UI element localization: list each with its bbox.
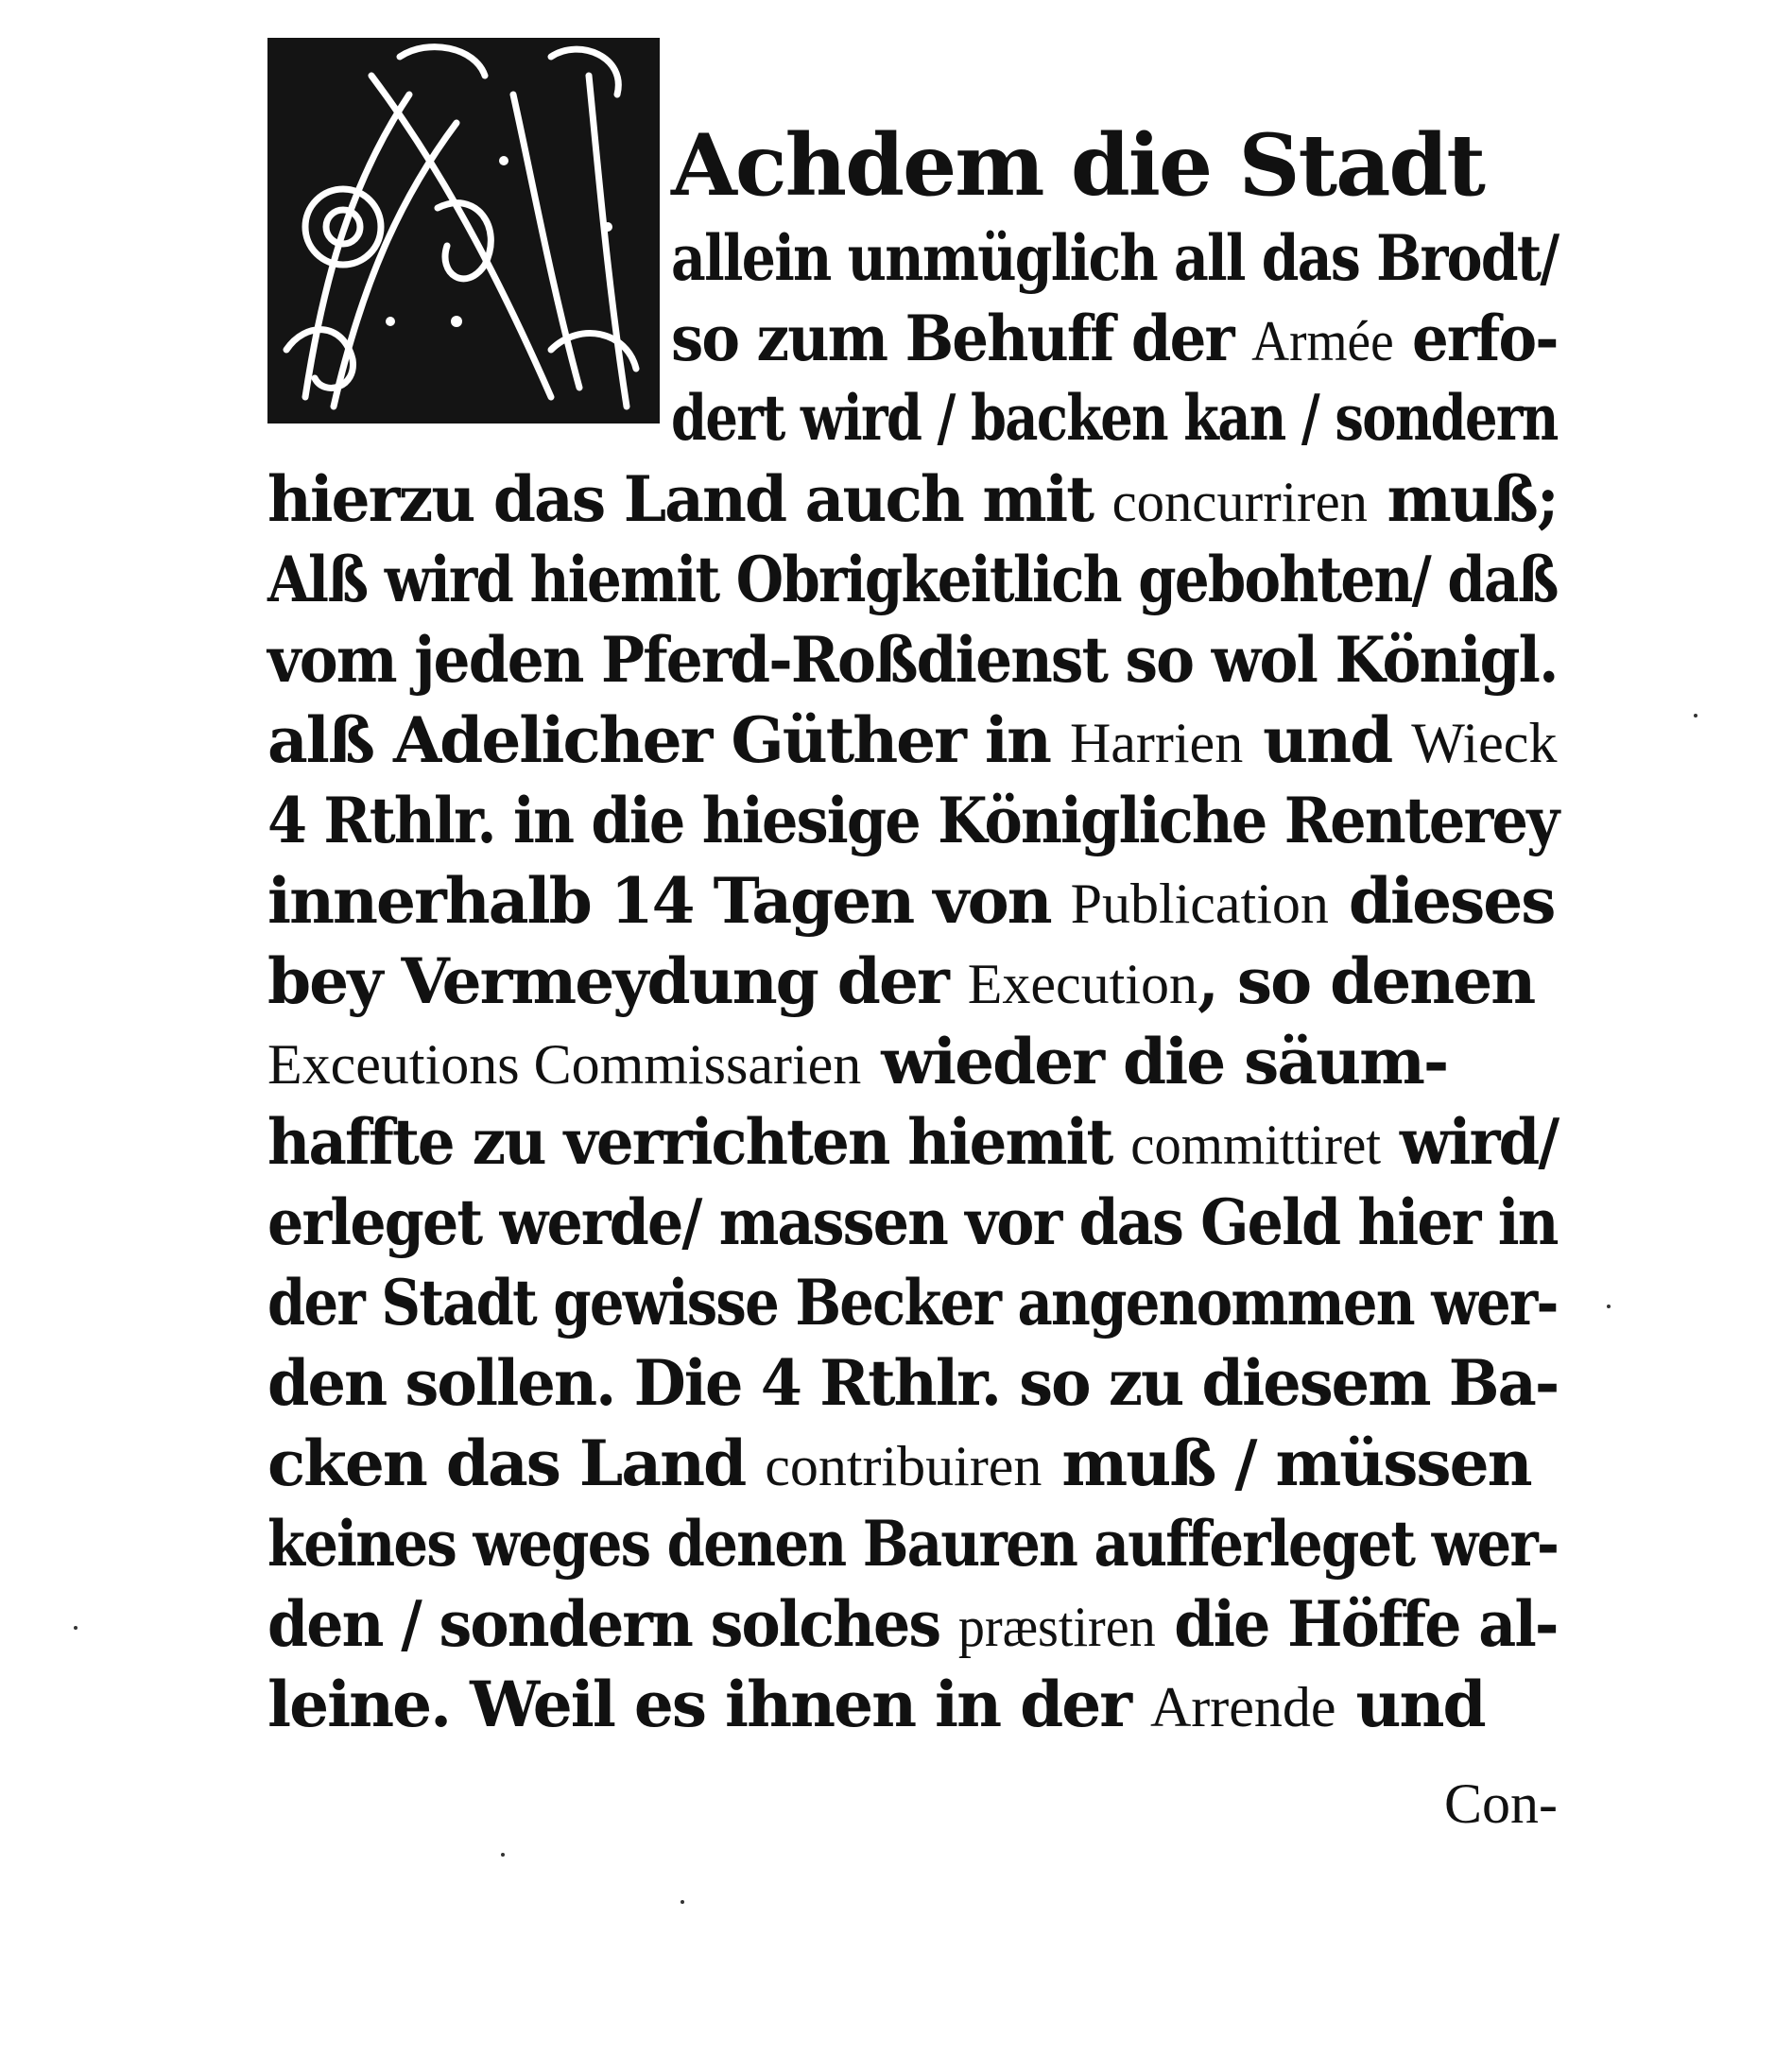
latin-term: Exceutions Commissarien xyxy=(267,1033,862,1096)
latin-term: Armée xyxy=(1251,310,1394,372)
text-line-6 xyxy=(267,542,1558,617)
text-line-13 xyxy=(267,1104,1558,1180)
latin-term: Execution xyxy=(967,953,1198,1015)
text-line-12 xyxy=(267,1024,1558,1099)
text-segment: keines weges denen Bauren aufferleget wer- xyxy=(267,1507,1559,1581)
text-line-14 xyxy=(267,1184,1558,1260)
text-segment: vom jeden Pferd-Roßdienst so wol Königl. xyxy=(267,623,1558,697)
text-segment: erleget werde/ massen vor das Geld hier in xyxy=(267,1185,1558,1259)
text-segment: allein unmüglich all das Brodt/ xyxy=(671,221,1559,295)
text-line-11 xyxy=(267,943,1558,1019)
text-segment: alß Adelicher Güther in xyxy=(267,703,1070,777)
text-segment: leine. Weil es ihnen in der xyxy=(267,1668,1150,1741)
latin-term: concurriren xyxy=(1111,471,1368,533)
scan-speck xyxy=(1694,714,1697,717)
latin-term: committiret xyxy=(1130,1114,1382,1176)
text-line-2 xyxy=(671,220,1558,296)
scan-speck xyxy=(501,1853,505,1857)
latin-term: Harrien xyxy=(1069,712,1244,774)
text-segment: der Stadt gewisse Becker angenommen wer- xyxy=(267,1266,1558,1340)
scan-speck xyxy=(1607,1305,1611,1308)
text-line-1 xyxy=(671,113,1558,217)
text-segment: bey Vermeydung der xyxy=(267,944,968,1018)
text-segment: , so denen xyxy=(1197,944,1535,1018)
catchword-text: Con- xyxy=(1444,1772,1558,1835)
text-line-7 xyxy=(267,622,1558,698)
ornament-icon xyxy=(267,38,660,424)
text-line-10 xyxy=(267,863,1558,939)
text-segment: wieder die säum- xyxy=(861,1025,1448,1098)
text-segment: hierzu das Land auch mit xyxy=(267,462,1112,536)
text-segment: muß / müssen xyxy=(1042,1426,1531,1500)
text-line-3 xyxy=(671,301,1558,376)
catchword xyxy=(267,1763,1558,1839)
text-segment: die Höffe al- xyxy=(1155,1587,1558,1661)
text-segment: erfo- xyxy=(1393,302,1558,375)
latin-term: contribuiren xyxy=(765,1435,1042,1497)
text-line-18 xyxy=(267,1506,1558,1582)
text-segment: dieses xyxy=(1328,864,1555,938)
text-segment: den / sondern solches xyxy=(267,1587,958,1661)
text-segment: dert wird / backen kan / sondern xyxy=(671,381,1558,455)
scan-speck xyxy=(681,1900,684,1904)
text-line-19 xyxy=(267,1586,1558,1662)
text-segment: und xyxy=(1243,703,1412,777)
text-line-17 xyxy=(267,1426,1558,1501)
text-line-9 xyxy=(267,783,1558,858)
decorated-initial-n xyxy=(267,38,660,424)
text-segment: und xyxy=(1335,1668,1485,1741)
text-segment: muß; xyxy=(1367,462,1558,536)
text-line-16 xyxy=(267,1345,1558,1421)
text-line-5 xyxy=(267,461,1558,537)
text-segment: so zum Behuff der xyxy=(671,302,1252,375)
text-segment: Alß wird hiemit Obrigkeitlich gebohten/ daß xyxy=(267,543,1558,616)
text-segment: wird/ xyxy=(1381,1105,1559,1179)
text-line-8 xyxy=(267,702,1558,778)
text-line-4 xyxy=(671,380,1558,456)
text-segment: Achdem die Stadt xyxy=(671,115,1484,216)
text-line-20 xyxy=(267,1667,1558,1742)
latin-term: Wieck xyxy=(1411,712,1558,774)
text-segment: den sollen. Die 4 Rthlr. so zu diesem Ba- xyxy=(267,1346,1559,1420)
latin-term: præstiren xyxy=(957,1596,1156,1658)
scan-speck xyxy=(74,1626,78,1630)
text-segment: 4 Rthlr. in die hiesige Königliche Renterey xyxy=(267,784,1559,857)
latin-term: Arrende xyxy=(1149,1676,1336,1738)
text-segment: cken das Land xyxy=(267,1426,766,1500)
latin-term: Publication xyxy=(1070,873,1329,935)
text-segment: innerhalb 14 Tagen von xyxy=(267,864,1071,938)
text-line-15 xyxy=(267,1265,1558,1340)
text-segment: haffte zu verrichten hiemit xyxy=(267,1105,1131,1179)
